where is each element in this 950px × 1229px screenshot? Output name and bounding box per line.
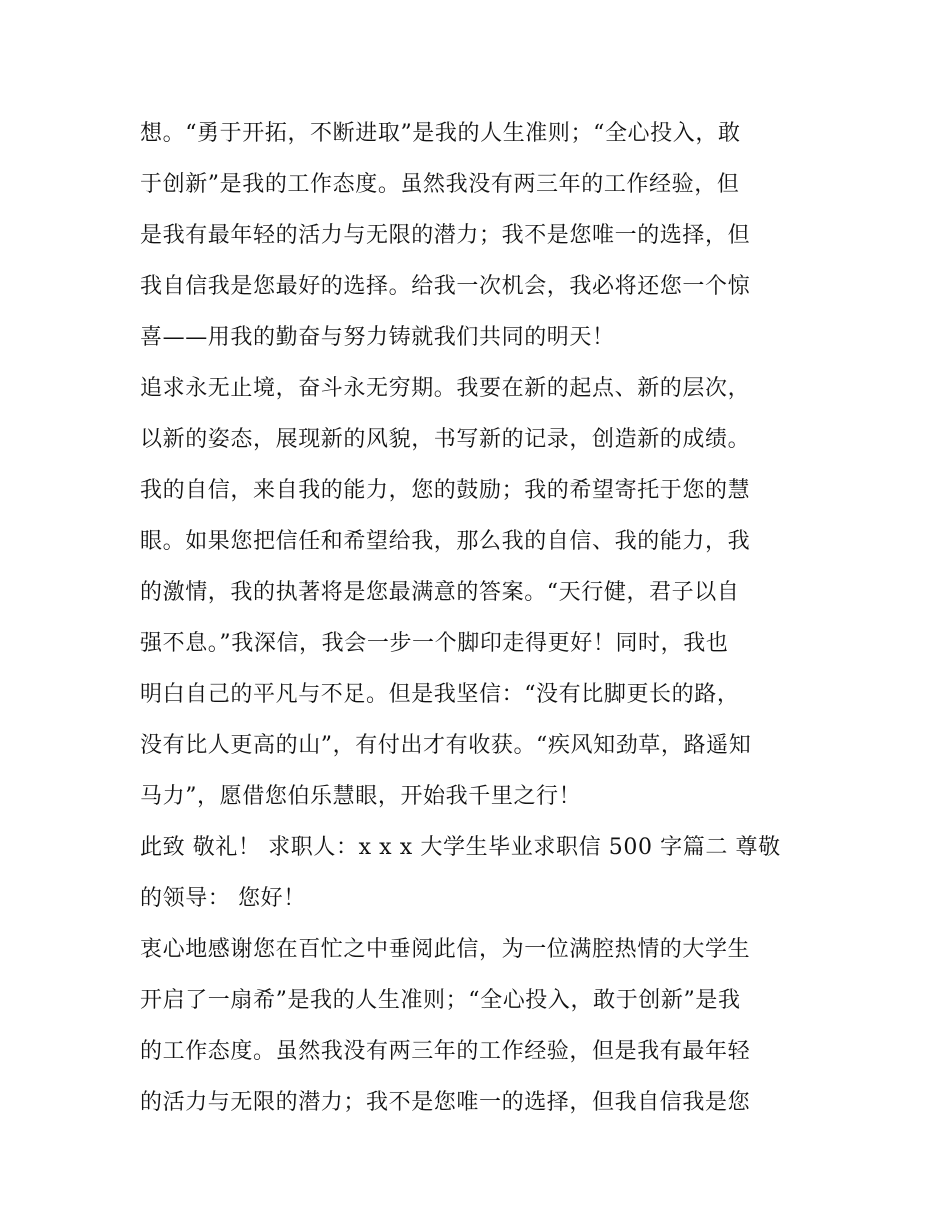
text-line: 的工作态度。虽然我没有两三年的工作经验，但是我有最年轻 (140, 1039, 751, 1064)
text-line: 衷心地感谢您在百忙之中垂阅此信，为一位满腔热情的大学生 (140, 937, 751, 962)
text-line: 眼。如果您把信任和希望给我，那么我的自信、我的能力，我 (140, 529, 751, 554)
text-line: 是我有最年轻的活力与无限的潜力；我不是您唯一的选择，但 (140, 223, 751, 248)
text-line: 以新的姿态，展现新的风貌，书写新的记录，创造新的成绩。 (140, 427, 751, 452)
text-line: 想。“勇于开拓，不断进取”是我的人生准则；“全心投入，敢 (140, 121, 741, 146)
text-line: 明白自己的平凡与不足。但是我坚信：“没有比脚更长的路， (140, 682, 740, 707)
text-line: 我自信我是您最好的选择。给我一次机会，我必将还您一个惊 (140, 274, 751, 299)
text-line: 没有比人更高的山”，有付出才有收获。“疾风知劲草，路遥知 (140, 733, 752, 758)
text-line: 此致 敬礼！ 求职人：x x x 大学生毕业求职信 500 字篇二 尊敬 (140, 835, 781, 860)
text-line: 强不息。”我深信，我会一步一个脚印走得更好！同时，我也 (140, 631, 729, 656)
text-line: 于创新”是我的工作态度。虽然我没有两三年的工作经验，但 (140, 172, 740, 197)
text-line: 我的自信，来自我的能力，您的鼓励；我的希望寄托于您的慧 (140, 478, 751, 503)
text-line: 的活力与无限的潜力；我不是您唯一的选择，但我自信我是您 (140, 1090, 751, 1115)
letter-body (140, 108, 830, 1128)
text-line: 开启了一扇希”是我的人生准则；“全心投入，敢于创新”是我 (140, 988, 741, 1013)
text-line: 的领导： 您好！ (140, 886, 306, 911)
text-line: 的激情，我的执著将是您最满意的答案。“天行健，君子以自 (140, 580, 740, 605)
text-line: 追求永无止境，奋斗永无穷期。我要在新的起点、新的层次， (140, 376, 751, 401)
text-line: 马力”，愿借您伯乐慧眼，开始我千里之行！ (140, 784, 582, 809)
text-line: 喜——用我的勤奋与努力铸就我们共同的明天！ (140, 325, 615, 350)
